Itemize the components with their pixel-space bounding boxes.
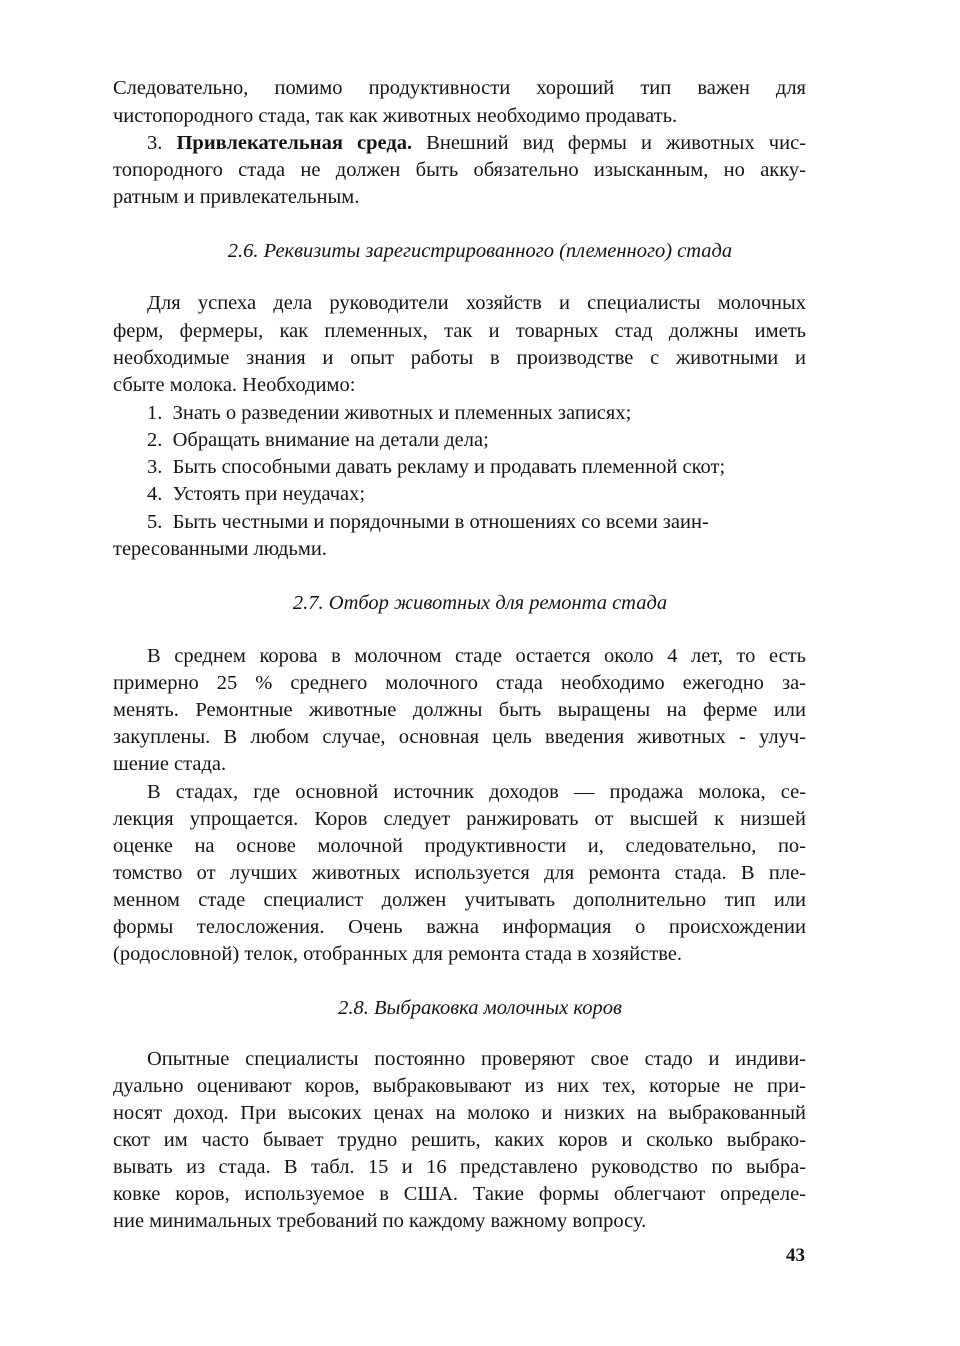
list-item-continuation: тересованными людьми. bbox=[113, 538, 327, 560]
list-text: Знать о разведении животных и племенных записях; bbox=[172, 402, 632, 424]
list-number: 2. bbox=[147, 429, 163, 451]
paragraph-line: Опытные специалисты постоянно проверяют свое стадо и индиви- bbox=[147, 1048, 806, 1070]
numbered-paragraph-line bbox=[147, 130, 806, 157]
list-text: Устоять при неудачах; bbox=[172, 483, 366, 505]
paragraph-line: необходимые знания и опыт работы в производстве с животными и bbox=[113, 347, 806, 369]
list-item bbox=[147, 400, 806, 427]
paragraph-line: закуплены. В любом случае, основная цель введения животных - улуч- bbox=[113, 726, 806, 748]
paragraph-line: (родословной) телок, отобранных для ремонта стада в хозяйстве. bbox=[113, 943, 682, 965]
paragraph-line: оценке на основе молочной продуктивности и, следовательно, по- bbox=[113, 835, 806, 857]
list-item bbox=[147, 427, 806, 454]
paragraph-line: В стадах, где основной источник доходов — продажа молока, се- bbox=[147, 781, 806, 803]
paragraph-line: вывать из стада. В табл. 15 и 16 представлено руководство по выбра- bbox=[113, 1156, 806, 1178]
page-number: 43 bbox=[786, 1245, 805, 1266]
paragraph-line: примерно 25 % среднего молочного стада необходимо ежегодно за- bbox=[113, 672, 806, 694]
section-heading-2-7: 2.7. Отбор животных для ремонта стада bbox=[292, 592, 668, 614]
paragraph-line: дуально оценивают коров, выбраковывают из них тех, которые не при- bbox=[113, 1075, 806, 1097]
paragraph-line: лекция упрощается. Коров следует ранжировать от высшей к низшей bbox=[113, 808, 806, 830]
list-number: 3. bbox=[147, 456, 163, 478]
section-heading-2-6: 2.6. Реквизиты зарегистрированного (племенного) стада bbox=[227, 240, 733, 262]
paragraph-line: скот им часто бывает трудно решить, каких коров и сколько выбрако- bbox=[113, 1129, 806, 1151]
paragraph-line: формы телосложения. Очень важна информация о происхождении bbox=[113, 916, 806, 938]
paragraph-line: менном стаде специалист должен учитывать дополнительно тип или bbox=[113, 889, 806, 911]
list-text: Быть честными и порядочными в отношениях со всеми заин- bbox=[172, 511, 709, 533]
paragraph-line: топородного стада не должен быть обязательно изысканным, но акку- bbox=[113, 159, 806, 181]
paragraph-line: сбыте молока. Необходимо: bbox=[113, 374, 356, 396]
paragraph-line: шение стада. bbox=[113, 753, 227, 775]
list-item bbox=[147, 509, 806, 536]
paragraph-line: чистопородного стада, так как животных необходимо продавать. bbox=[113, 105, 678, 127]
section-heading-2-8: 2.8. Выбраковка молочных коров bbox=[338, 997, 622, 1019]
list-number: 5. bbox=[147, 511, 163, 533]
paragraph-line: ние минимальных требований по каждому важному вопросу. bbox=[113, 1210, 647, 1232]
paragraph-line: ковке коров, используемое в США. Такие формы облегчают определе- bbox=[113, 1183, 806, 1205]
paragraph-number: 3. bbox=[147, 132, 163, 154]
list-item bbox=[147, 454, 806, 481]
paragraph-text: Внешний вид фермы и животных чис- bbox=[426, 132, 806, 154]
paragraph-line: ферм, фермеры, как племенных, так и товарных стад должны иметь bbox=[113, 320, 806, 342]
paragraph-line: В среднем корова в молочном стаде остается около 4 лет, то есть bbox=[147, 645, 806, 667]
paragraph-line: менять. Ремонтные животные должны быть выращены на ферме или bbox=[113, 699, 806, 721]
list-text: Обращать внимание на детали дела; bbox=[172, 429, 489, 451]
paragraph-line: Следовательно, помимо продуктивности хороший тип важен для bbox=[113, 77, 806, 99]
paragraph-line: ратным и привлекательным. bbox=[113, 186, 360, 208]
bold-term: Привлекательная среда. bbox=[176, 132, 413, 154]
paragraph-line: носят доход. При высоких ценах на молоко и низких на выбракованный bbox=[113, 1102, 806, 1124]
paragraph-line: Для успеха дела руководители хозяйств и специалисты молочных bbox=[147, 292, 806, 314]
list-number: 1. bbox=[147, 402, 163, 424]
paragraph-line: томство от лучших животных используется для ремонта стада. В пле- bbox=[113, 862, 806, 884]
list-number: 4. bbox=[147, 483, 163, 505]
list-text: Быть способными давать рекламу и продавать племенной скот; bbox=[172, 456, 726, 478]
list-item bbox=[147, 481, 806, 508]
